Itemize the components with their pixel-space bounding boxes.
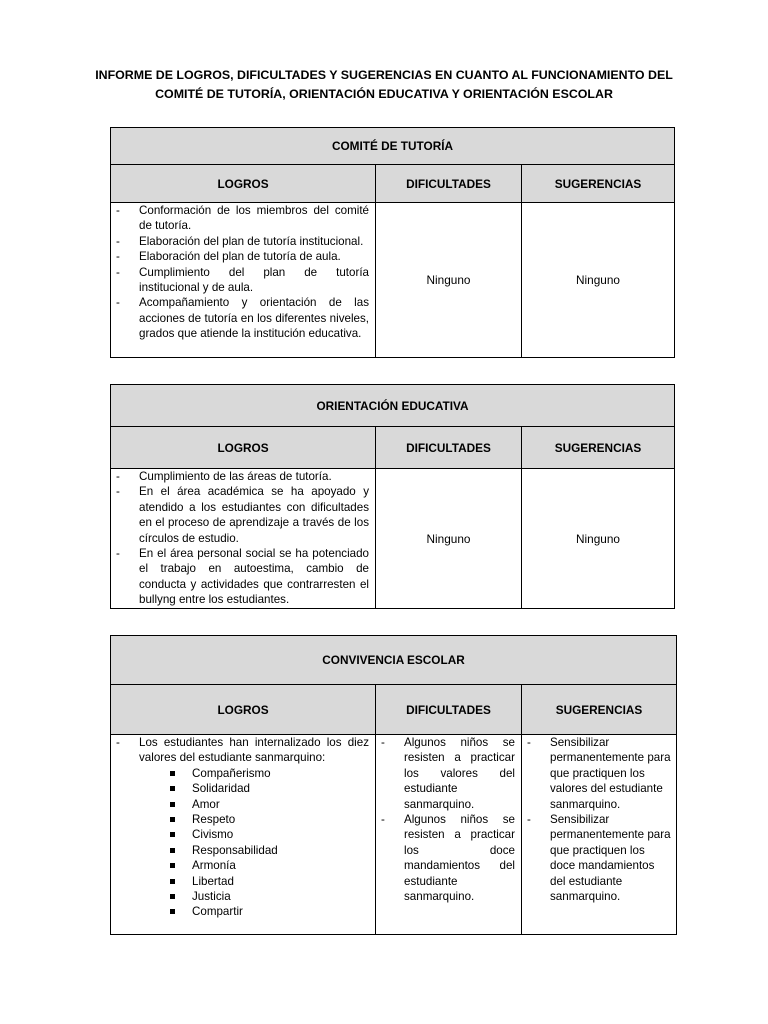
title-line-1: INFORME DE LOGROS, DIFICULTADES Y SUGERENCIAS EN CUANTO AL FUNCIONAMIENTO DEL	[95, 68, 673, 82]
list-item: - En el área personal social se ha potenciado el trabajo en autoestima, cambio de conducta y actividades que contrarresten el bullyng entre los estudiantes.	[111, 546, 369, 608]
list-item: - En el área académica se ha apoyado y atendido a los estudiantes con dificultades en el proceso de aprendizaje a través de los círculos de estudio.	[111, 484, 369, 546]
valor-item: Compartir	[139, 904, 369, 919]
column-header-sugerencias: SUGERENCIAS	[522, 165, 675, 203]
section-heading: CONVIVENCIA ESCOLAR	[111, 636, 677, 685]
valores-list	[139, 766, 369, 920]
list-item: - Sensibilizar permanentemente para que practiquen los valores del estudiante sanmarquino.	[522, 735, 672, 812]
list-item: - Elaboración del plan de tutoría institucional.	[111, 234, 369, 249]
dificultades-cell: Ninguno	[376, 469, 522, 609]
list-item: - Conformación de los miembros del comité de tutoría.	[111, 203, 369, 234]
list-item: - Cumplimiento del plan de tutoría institucional y de aula.	[111, 265, 369, 296]
column-header-sugerencias: SUGERENCIAS	[522, 685, 677, 735]
valor-item: Solidaridad	[139, 781, 369, 796]
dificultades-cell: Ninguno	[376, 203, 522, 358]
section-heading: ORIENTACIÓN EDUCATIVA	[111, 385, 675, 427]
table-convivencia-escolar	[110, 635, 677, 935]
list-item: - Sensibilizar permanentemente para que practiquen los doce mandamientos del estudiante sanmarquino.	[522, 812, 672, 904]
column-header-sugerencias: SUGERENCIAS	[522, 427, 675, 469]
table-comite-tutoria	[110, 127, 675, 358]
list-item: - Acompañamiento y orientación de las acciones de tutoría en los diferentes niveles, grados que atiende la institución educativa.	[111, 295, 369, 341]
logros-cell	[111, 469, 376, 609]
valor-item: Respeto	[139, 812, 369, 827]
valor-item: Libertad	[139, 874, 369, 889]
column-header-logros: LOGROS	[111, 427, 376, 469]
column-header-logros: LOGROS	[111, 685, 376, 735]
list-item	[111, 735, 369, 920]
sugerencias-cell: Ninguno	[522, 469, 675, 609]
valor-item: Armonía	[139, 858, 369, 873]
list-item: - Algunos niños se resisten a practicar los valores del estudiante sanmarquino.	[376, 735, 515, 812]
list-item: - Elaboración del plan de tutoría de aula.	[111, 249, 369, 264]
valor-item: Amor	[139, 797, 369, 812]
table-orientacion-educativa	[110, 384, 675, 609]
column-header-logros: LOGROS	[111, 165, 376, 203]
valor-item: Civismo	[139, 827, 369, 842]
valor-item: Responsabilidad	[139, 843, 369, 858]
document-title	[90, 66, 678, 104]
sugerencias-cell	[522, 735, 677, 935]
column-header-dificultades: DIFICULTADES	[376, 685, 522, 735]
valor-item: Compañerismo	[139, 766, 369, 781]
sugerencias-cell: Ninguno	[522, 203, 675, 358]
section-heading: COMITÉ DE TUTORÍA	[111, 128, 675, 165]
title-line-2: COMITÉ DE TUTORÍA, ORIENTACIÓN EDUCATIVA Y ORIENTACIÓN ESCOLAR	[155, 87, 613, 101]
logros-intro: Los estudiantes han internalizado los diez valores del estudiante sanmarquino:	[139, 736, 369, 765]
logros-cell	[111, 203, 376, 358]
list-item: - Algunos niños se resisten a practicar los doce mandamientos del estudiante sanmarquino.	[376, 812, 515, 904]
dificultades-cell	[376, 735, 522, 935]
list-item: - Cumplimiento de las áreas de tutoría.	[111, 469, 369, 484]
logros-cell	[111, 735, 376, 935]
column-header-dificultades: DIFICULTADES	[376, 165, 522, 203]
valor-item: Justicia	[139, 889, 369, 904]
column-header-dificultades: DIFICULTADES	[376, 427, 522, 469]
